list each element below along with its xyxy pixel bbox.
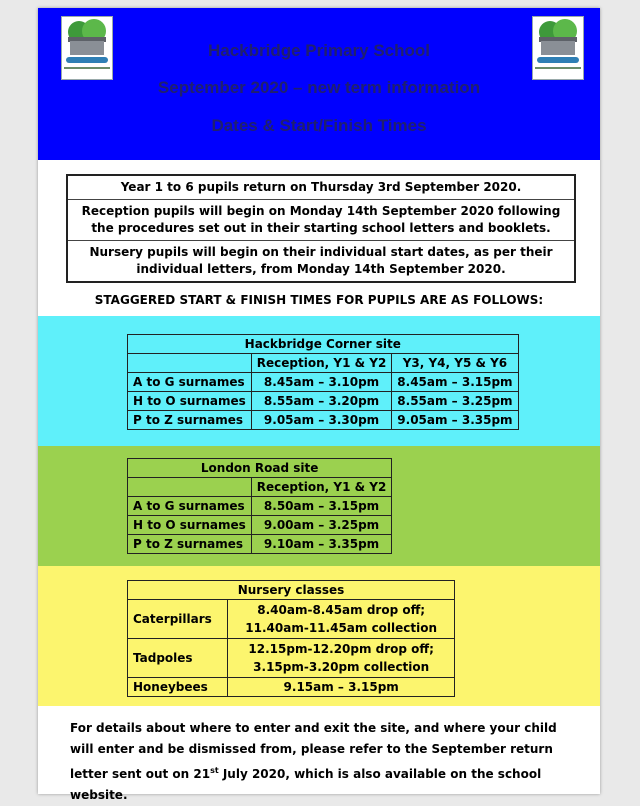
return-info-reception: Reception pupils will begin on Monday 14th September 2020 following the procedures set out in their starting school letters and booklets. [68,200,574,241]
surname-group: A to G surnames [128,373,252,392]
col-header-reception-y1-y2: Reception, Y1 & Y2 [251,354,392,373]
nursery-table [127,580,455,697]
site-title: London Road site [128,459,392,478]
table-row [128,678,455,697]
return-info-nursery: Nursery pupils will begin on their individual start dates, as per their individual letters, from Monday 14th September 2020. [89,245,553,276]
table-row [128,497,392,516]
time-line: 12.15pm-12.20pm drop off; [248,642,434,656]
time-cell: 9.00am – 3.25pm [251,516,392,535]
table-row [128,516,392,535]
time-cell [228,600,455,639]
staggered-heading: STAGGERED START & FINISH TIMES FOR PUPILS ARE AS FOLLOWS: [94,293,544,307]
nursery-class-name: Caterpillars [128,600,228,639]
time-cell: 9.15am – 3.15pm [228,678,455,697]
empty-header-cell [128,478,252,497]
nursery-class-name: Tadpoles [128,639,228,678]
table-row [128,373,519,392]
col-header-reception-y1-y2: Reception, Y1 & Y2 [251,478,392,497]
nursery-class-name: Honeybees [128,678,228,697]
notice-page [38,8,600,802]
time-line: 3.15pm-3.20pm collection [253,660,430,674]
return-dates-box [66,174,576,283]
nursery-title: Nursery classes [128,581,455,600]
footer-note: For details about where to enter and exit the site, and where your child will enter and be dismissed from, please refer to the September return letter sent out on 21st July 2020, which is also available on the school website. [70,721,557,802]
table-row [128,639,455,678]
header-subtitle: September 2020 – new term information [157,78,481,97]
time-cell: 8.45am – 3.15pm [392,373,518,392]
time-cell: 8.55am – 3.25pm [392,392,518,411]
hackbridge-corner-table [127,334,519,430]
col-header-y3-y6: Y3, Y4, Y5 & Y6 [392,354,518,373]
surname-group: H to O surnames [128,516,252,535]
time-line: 11.40am-11.45am collection [245,621,438,635]
surname-group: H to O surnames [128,392,252,411]
time-cell: 9.05am – 3.35pm [392,411,518,430]
school-name: Hackbridge Primary School [207,41,431,60]
table-row [128,392,519,411]
time-cell: 8.45am – 3.10pm [251,373,392,392]
header-subtitle-2: Dates & Start/Finish Times [211,116,427,135]
london-road-table [127,458,392,554]
time-cell: 8.50am – 3.15pm [251,497,392,516]
surname-group: A to G surnames [128,497,252,516]
empty-header-cell [128,354,252,373]
time-line: 8.40am-8.45am drop off; [257,603,426,617]
time-cell: 8.55am – 3.20pm [251,392,392,411]
time-cell [228,639,455,678]
surname-group: P to Z surnames [128,411,252,430]
return-info-year1-6: Year 1 to 6 pupils return on Thursday 3rd September 2020. [68,176,574,200]
time-cell: 9.10am – 3.35pm [251,535,392,554]
table-row [128,600,455,639]
time-cell: 9.05am – 3.30pm [251,411,392,430]
table-row [128,535,392,554]
surname-group: P to Z surnames [128,535,252,554]
site-title: Hackbridge Corner site [128,335,519,354]
table-row [128,411,519,430]
